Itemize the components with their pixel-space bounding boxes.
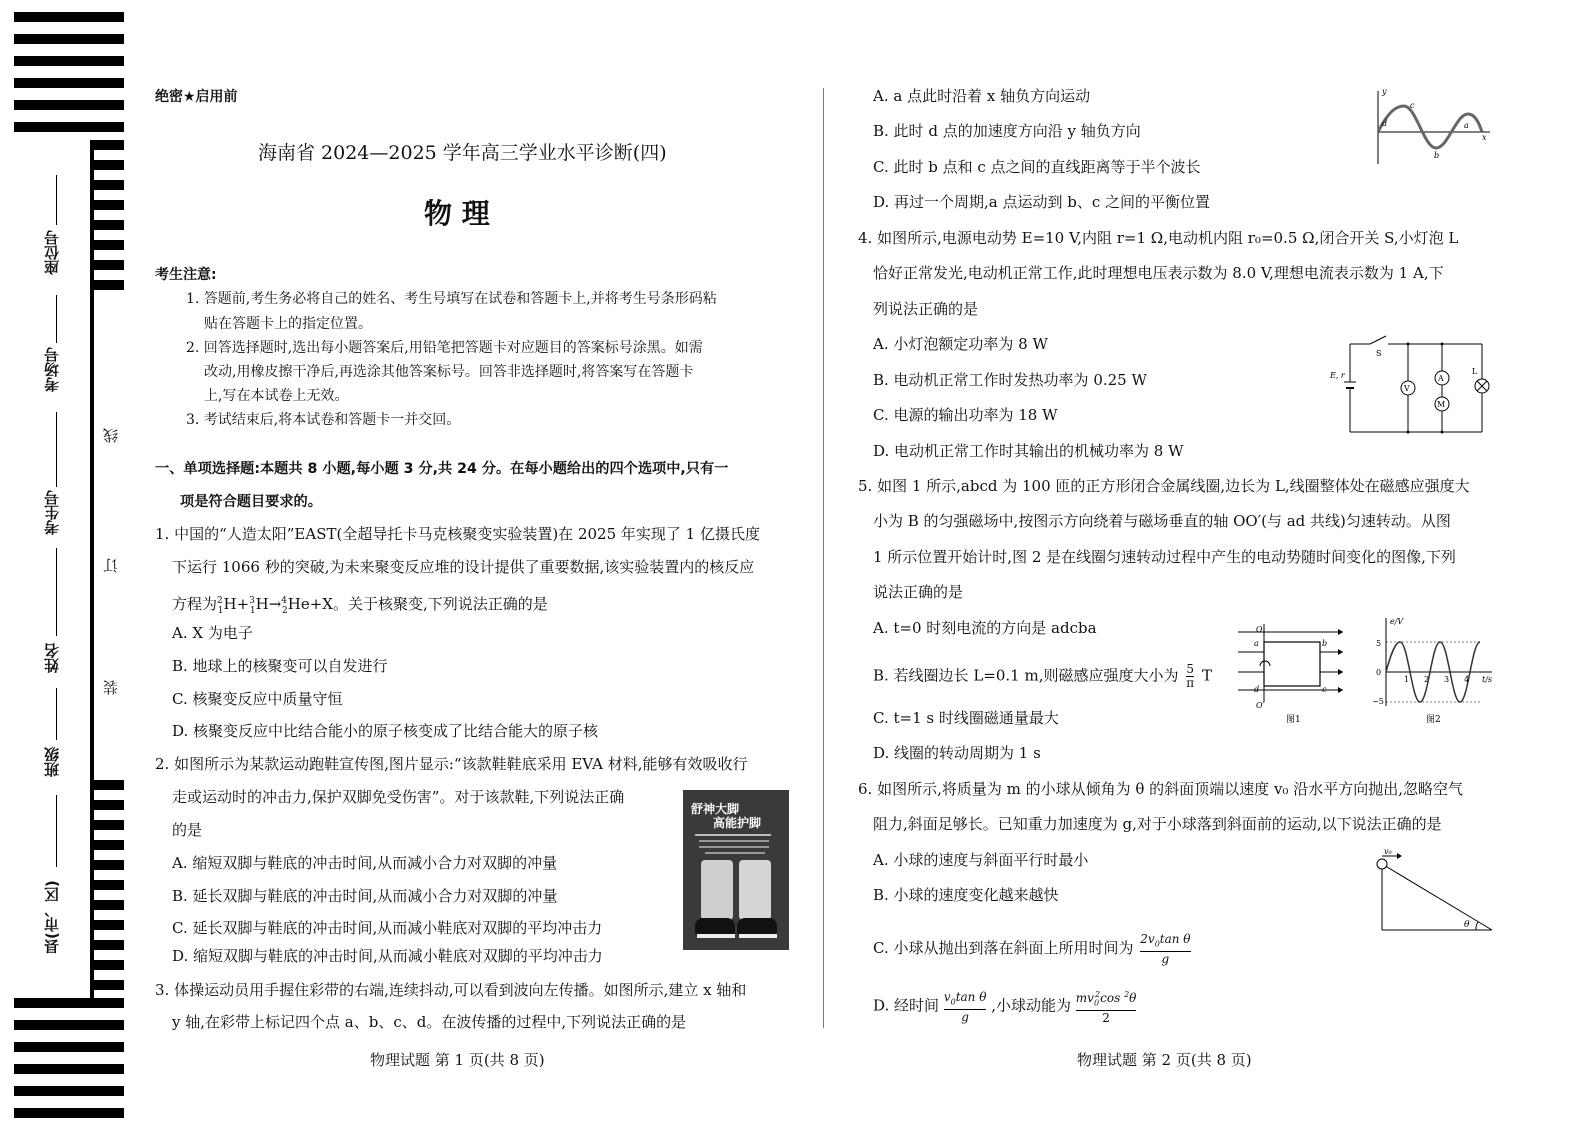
svg-text:M: M [1437,400,1446,409]
binding-char-ding: 订 [102,558,120,573]
notes-title: 考生注意: [155,267,217,283]
q5-option-b-unit: T [1201,666,1212,685]
q5-option-c: C. t=1 s 时线圈磁通量最大 [873,709,1059,727]
svg-text:E, r: E, r [1330,371,1345,380]
q1-eq-prefix: 方程为 [172,595,218,613]
footer-left: 物理试题 第 1 页(共 8 页) [370,1051,545,1069]
svg-text:4: 4 [1464,675,1470,684]
q4-option-b: B. 电动机正常工作时发热功率为 0.25 W [873,371,1147,389]
seat-line [56,175,57,225]
q5-option-b [873,663,1212,690]
q1-eq-suffix: 。关于核聚变,下列说法正确的是 [332,595,548,613]
q6-stem: 阻力,斜面足够长。已知重力加速度为 g,对于小球落到斜面前的运动,以下说法正确的是 [873,815,1442,833]
q1-stem: 1. 中国的“人造太阳”EAST(全超导托卡马克核聚变实验装置)在 2025 年实现了 1 亿摄氏度 [155,525,760,543]
q5-fraction: $\frac{5}{\pi}$ [1186,662,1195,690]
svg-text:d: d [1254,685,1260,694]
page-divider [823,88,824,1028]
q5-option-b-text: B. 若线圈边长 L=0.1 m,则磁感应强度大小为 [873,666,1179,685]
q6-option-c-text: C. 小球从抛出到落在斜面上所用时间为 [873,939,1134,958]
q3-option-a: A. a 点此时沿着 x 轴负方向运动 [873,87,1091,105]
q6-time-fraction-d: $\frac{v_0\tan \theta}{g}$ [943,989,987,1024]
class-line [56,688,57,740]
svg-text:b: b [1434,151,1440,160]
q3-stem: 3. 体操运动员用手握住彩带的右端,连续抖动,可以看到波向左传播。如图所示,建立 x 轴和 [155,981,747,999]
q5-stem: 小为 B 的匀强磁场中,按图示方向绕着与磁场垂直的轴 OO′(与 ad 共线)匀速转动。从图 [873,512,1451,530]
fig2-caption: 图2 [1426,715,1441,725]
q1-equation-line [172,592,548,620]
q6-option-b: B. 小球的速度变化越来越快 [873,886,1059,904]
secret-mark: 绝密★启用前 [155,89,238,105]
note-line: 贴在答题卡上的指定位置。 [204,316,372,332]
note-line: 2. 回答选择题时,选出每小题答案后,用铅笔把答题卡对应题目的答案标号涂黑。如需 [186,340,703,356]
svg-text:e/V: e/V [1390,617,1404,626]
svg-text:−5: −5 [1372,697,1384,706]
binding-char-xian: 线 [102,428,120,443]
q4-stem: 列说法正确的是 [873,300,979,318]
svg-text:2: 2 [1424,675,1430,684]
note-line: 3. 考试结束后,将本试卷和答题卡一并交回。 [186,412,461,428]
q2-option-c: C. 延长双脚与鞋底的冲击时间,从而减小鞋底对双脚的平均冲击力 [172,919,603,937]
poster-headline: 舒神大脚 [691,802,740,816]
svg-text:A: A [1438,374,1444,383]
section1-heading-cont: 项是符合题目要求的。 [180,494,322,510]
svg-text:t/s: t/s [1482,675,1493,684]
county-line [56,795,57,867]
svg-text:S: S [1376,349,1382,358]
svg-text:O′: O′ [1256,701,1265,710]
q1-stem: 下运行 1066 秒的突破,为未来聚变反应堆的设计提供了重要数据,该实验装置内的核反应 [172,558,755,576]
q3-option-c: C. 此时 b 点和 c 点之间的直线距离等于半个波长 [873,158,1201,176]
q1-equation: $^2_1$H+$^3_1$H→$^4_2$He+X [217,595,333,616]
q6-time-fraction: $\frac{2v_0\tan \theta}{g}$ [1140,932,1191,967]
q1-option-c: C. 核聚变反应中质量守恒 [172,690,343,708]
q2-option-a: A. 缩短双脚与鞋底的冲击时间,从而减小合力对双脚的冲量 [172,854,558,872]
exam-no-label: 考生号 [43,490,61,536]
svg-text:x: x [1482,133,1487,142]
svg-text:d: d [1382,119,1388,128]
binding-char-zhuang: 装 [102,680,120,695]
footer-right: 物理试题 第 2 页(共 8 页) [1077,1051,1252,1069]
q5-stem: 5. 如图 1 所示,abcd 为 100 匝的正方形闭合金属线圈,边长为 L,线圈整体处在磁感应强度大 [858,477,1470,495]
name-label: 姓名 [43,643,61,673]
exam-no-line [56,412,57,487]
seat-label: 座位号 [43,230,61,276]
note-line: 1. 答题前,考生务必将自己的姓名、考生号填写在试卷和答题卡上,并将考生号条形码粘 [186,291,717,307]
q1-option-b: B. 地球上的核聚变可以自发进行 [172,657,388,675]
svg-text:y: y [1382,87,1387,96]
svg-text:a: a [1464,121,1469,130]
q6-option-a: A. 小球的速度与斜面平行时最小 [873,851,1089,869]
svg-text:0: 0 [1376,668,1382,677]
q1-option-a: A. X 为电子 [172,624,253,642]
poster-headline: 高能护脚 [713,816,762,830]
q6-stem: 6. 如图所示,将质量为 m 的小球从倾角为 θ 的斜面顶端以速度 v₀ 沿水平方向抛出,忽略空气 [858,780,1463,798]
svg-text:L: L [1472,367,1478,376]
q4-option-d: D. 电动机正常工作时其输出的机械功率为 8 W [873,442,1184,460]
q6-option-d-mid: ,小球动能为 [991,996,1071,1015]
q5-stem: 1 所示位置开始计时,图 2 是在线圈匀速转动过程中产生的电动势随时间变化的图像,下列 [873,548,1456,566]
q2-stem: 2. 如图所示为某款运动跑鞋宣传图,图片显示:“该款鞋鞋底采用 EVA 材料,能够有效吸收行 [155,755,748,773]
q4-option-c: C. 电源的输出功率为 18 W [873,406,1058,424]
shoe-poster-image [683,790,789,950]
svg-text:v₀: v₀ [1384,848,1392,856]
q5-stem: 说法正确的是 [873,583,964,601]
note-line: 上,写在本试卷上无效。 [204,388,349,404]
binding-vertical-line [90,140,94,1000]
q2-stem: 的是 [172,821,203,839]
circuit-diagram [1326,334,1496,438]
svg-text:θ: θ [1464,920,1470,930]
q4-stem: 恰好正常发光,电动机正常工作,此时理想电压表示数为 8.0 V,理想电流表示数为 1 A,下 [873,264,1444,282]
svg-text:b: b [1322,639,1328,648]
q6-option-c [873,932,1191,966]
q3-option-b: B. 此时 d 点的加速度方向沿 y 轴负方向 [873,122,1141,140]
wave-figure [1368,86,1492,166]
county-label: 县(市、区) [43,880,61,954]
section1-heading: 一、单项选择题:本题共 8 小题,每小题 3 分,共 24 分。在每小题给出的四个选项中,只有一 [155,461,729,477]
class-label: 班级 [43,747,61,777]
fig1-caption: 图1 [1286,715,1301,724]
q5-option-a: A. t=0 时刻电流的方向是 adcba [873,619,1097,637]
q3-option-d: D. 再过一个周期,a 点运动到 b、c 之间的平衡位置 [873,193,1211,211]
svg-text:V: V [1404,384,1410,393]
q2-stem: 走或运动时的冲击力,保护双脚免受伤害”。对于该款鞋,下列说法正确 [172,788,625,806]
subject-title: 物 理 [424,197,490,230]
note-line: 改动,用橡皮擦干净后,再选涂其他答案标号。回答非选择题时,将答案写在答题卡 [204,364,694,380]
q4-option-a: A. 小灯泡额定功率为 8 W [873,335,1048,353]
svg-text:1: 1 [1404,675,1410,684]
svg-text:5: 5 [1376,639,1382,648]
q4-stem: 4. 如图所示,电源电动势 E=10 V,内阻 r=1 Ω,电动机内阻 r₀=0.5 Ω,闭合开关 S,小灯泡 L [858,229,1459,247]
room-line [56,295,57,343]
q6-option-d-text: D. 经时间 [873,996,940,1015]
svg-text:O: O [1256,625,1263,634]
name-line [56,548,57,636]
exam-title: 海南省 2024—2025 学年高三学业水平诊断(四) [258,142,667,164]
q1-option-d: D. 核聚变反应中比结合能小的原子核变成了比结合能大的原子核 [172,722,599,740]
svg-text:a: a [1254,639,1259,648]
svg-text:c: c [1322,685,1327,694]
incline-figure [1372,848,1496,934]
q6-option-d [873,988,1136,1025]
svg-text:3: 3 [1444,675,1450,684]
q6-energy-fraction: $\frac{mv_0^2\cos ^2\theta}{2}$ [1075,990,1137,1026]
emf-figure-2 [1372,614,1496,726]
room-label: 考场号 [43,347,61,393]
q2-option-d: D. 缩短双脚与鞋底的冲击时间,从而减小鞋底对双脚的平均冲击力 [172,947,603,965]
q2-option-b: B. 延长双脚与鞋底的冲击时间,从而减小合力对双脚的冲量 [172,887,558,905]
svg-text:c: c [1410,101,1415,110]
q5-option-d: D. 线圈的转动周期为 1 s [873,744,1041,762]
coil-figure-1 [1238,620,1348,724]
q3-stem: y 轴,在彩带上标记四个点 a、b、c、d。在波传播的过程中,下列说法正确的是 [172,1013,687,1031]
